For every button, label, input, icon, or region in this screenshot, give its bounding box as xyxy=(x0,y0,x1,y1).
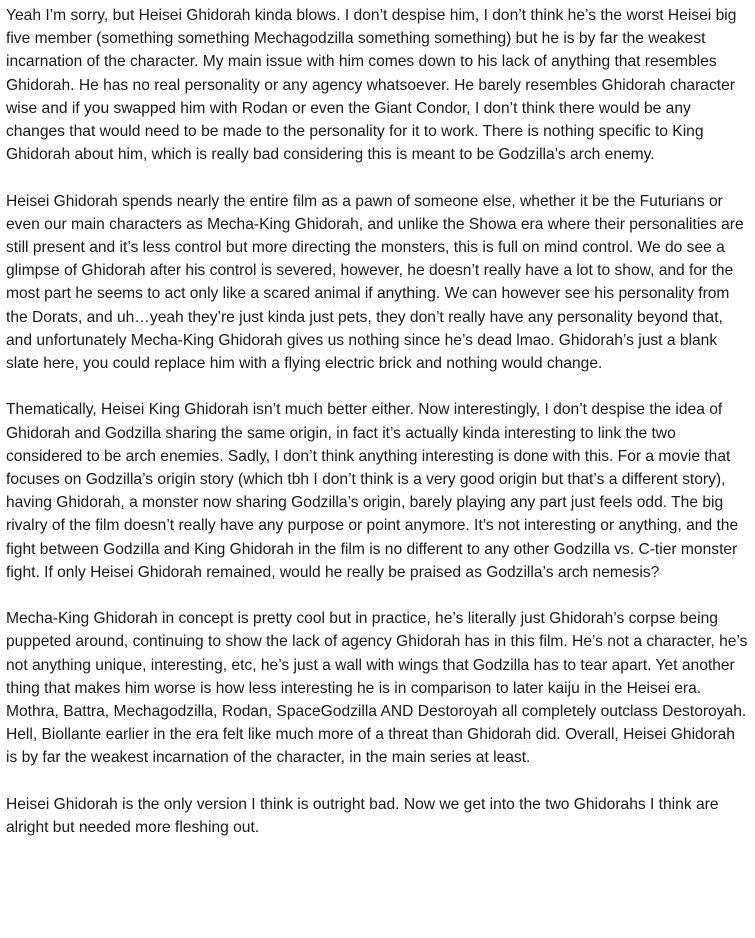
paragraph-5: Heisei Ghidorah is the only version I think is outright bad. Now we get into the two Ghidorahs I think are alright but needed more fleshing out. xyxy=(6,795,719,837)
paragraph-1: Yeah I’m sorry, but Heisei Ghidorah kinda blows. I don’t despise him, I don’t think he’s the worst Heisei big five member (something something Mechagodzilla something something) but he is by far the weakest incarnation of the character. My main issue with him comes down to his lack of anything that resembles Ghidorah. He has no real personality or any agency whatsoever. He barely resembles Ghidorah character wise and if you swapped him with Rodan or even the Giant Condor, I don’t think there would be any changes that would need to be made to the personality for it to work. There is nothing specific to King Ghidorah about him, which is really bad considering this is meant to be Godzilla’s arch enemy. xyxy=(6,7,737,164)
paragraph-4: Mecha-King Ghidorah in concept is pretty cool but in practice, he’s literally just Ghidorah’s corpse being puppeted around, continuing to show the lack of agency Ghidorah has in this film. He’s not a character, he’s not anything unique, interesting, etc, he’s just a wall with wings that Godzilla has to tear apart. Yet another thing that makes him worse is how less interesting he is in comparison to later kaiju in the Heisei era. Mothra, Battra, Mechagodzilla, Rodan, SpaceGodzilla AND Destoroyah all completely outclass Destoroyah. Hell, Biollante earlier in the era felt like much more of a threat than Ghidorah did. Overall, Heisei Ghidorah is by far the weakest incarnation of the character, in the main series at least. xyxy=(6,610,748,767)
paragraph-3: Thematically, Heisei King Ghidorah isn’t much better either. Now interestingly, I don’t despise the idea of Ghidorah and Godzilla sharing the same origin, in fact it’s actually kinda interesting to link the two considered to be arch enemies. Sadly, I don’t think anything interesting is done with this. For a movie that focuses on Godzilla’s origin story (which tbh I don’t think is a very good origin but that’s a different story), having Ghidorah, a monster now sharing Godzilla’s origin, barely playing any part just feels odd. The big rivalry of the film doesn’t really have any purpose or point anymore. It’s not interesting or anything, and the fight between Godzilla and King Ghidorah in the film is no different to any other Godzilla vs. C-tier monster fight. If only Heisei Ghidorah remained, would he really be praised as Godzilla’s arch nemesis? xyxy=(6,401,739,581)
paragraph-2: Heisei Ghidorah spends nearly the entire film as a pawn of someone else, whether it be the Futurians or even our main characters as Mecha-King Ghidorah, and unlike the Showa era where their personalities are still present and it’s less control but more directing the monsters, this is full on mind control. We do see a glimpse of Ghidorah after his control is severed, however, he doesn’t really have a lot to show, and for the most part he seems to act only like a scared animal if anything. We can however see his personality from the Dorats, and uh…yeah they’re just kinda just pets, they don’t really have any personality beyond that, and unfortunately Mecha-King Ghidorah gives us nothing since he’s dead lmao. Ghidorah’s just a blank slate here, you could replace him with a flying electric brick and nothing would change. xyxy=(6,192,744,373)
